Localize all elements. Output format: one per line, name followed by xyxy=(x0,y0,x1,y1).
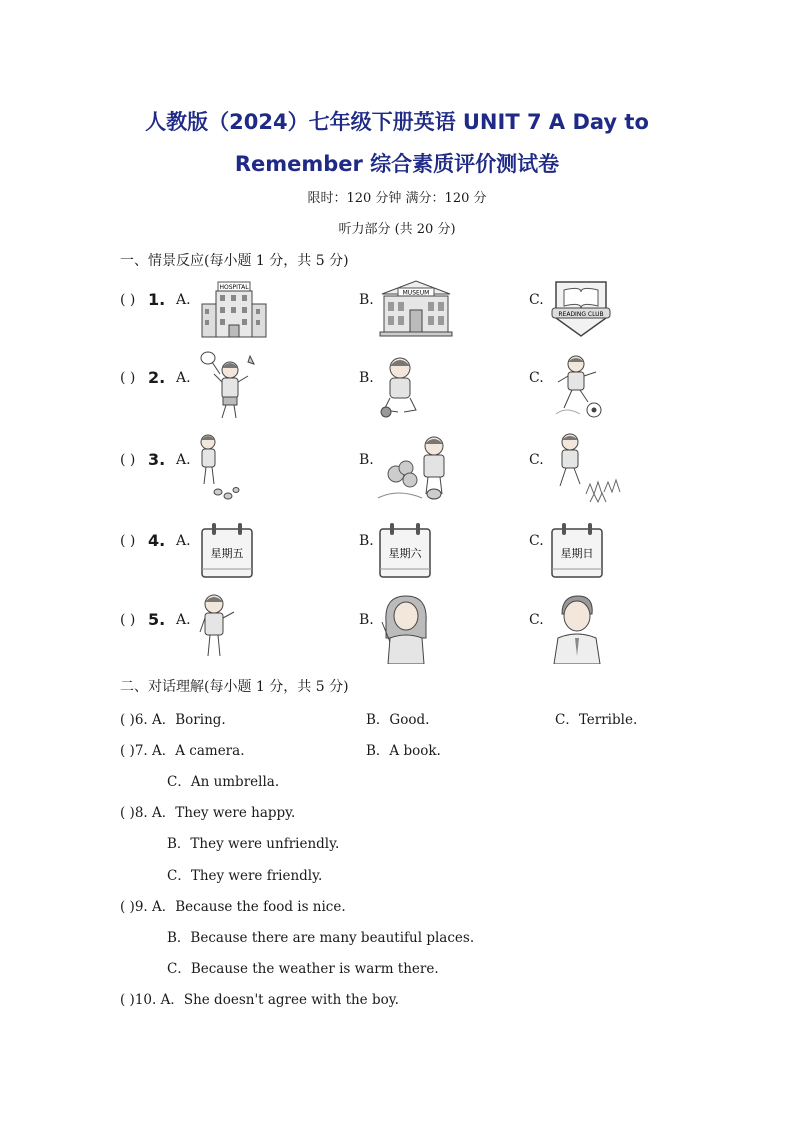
title-line-2: Remember 综合素质评价测试卷 xyxy=(234,152,560,176)
question-number: 5. xyxy=(148,610,166,629)
q6-option-c: C．Terrible. xyxy=(555,712,638,728)
option-b-label: B. xyxy=(359,612,374,628)
q8-option-a: ( )8. A．They were happy. xyxy=(120,805,296,821)
option-c-label: C. xyxy=(529,612,544,628)
answer-blank[interactable]: ( ) xyxy=(120,370,136,386)
calendar-sunday-picture xyxy=(548,519,606,581)
section-1-heading: 一、情景反应(每小题 1 分，共 5 分) xyxy=(120,253,349,269)
q9-option-b: B．Because there are many beautiful places. xyxy=(167,930,475,946)
museum-sign: MUSEUM xyxy=(402,289,430,297)
q7-option-b: B．A book. xyxy=(366,743,441,759)
option-c-label: C. xyxy=(529,370,544,386)
question-number: 1. xyxy=(148,290,166,309)
boy-planting-picture xyxy=(376,432,456,504)
q6-option-a: ( )6. A．Boring. xyxy=(120,712,226,728)
hospital-picture xyxy=(198,278,272,340)
question-number: 4. xyxy=(148,531,166,550)
question-2 xyxy=(120,356,680,426)
q9-option-c: C．Because the weather is warm there. xyxy=(167,961,439,977)
q10-option-a: ( )10. A．She doesn't agree with the boy. xyxy=(120,992,399,1008)
boy-trash-picture xyxy=(196,432,246,502)
boy-football-picture xyxy=(552,352,606,422)
answer-blank[interactable]: ( ) xyxy=(120,452,136,468)
option-a-label: A. xyxy=(176,452,191,468)
question-5 xyxy=(120,598,680,668)
option-b-label: B. xyxy=(359,452,374,468)
title-line-1: 人教版（2024）七年级下册英语 UNIT 7 A Day to xyxy=(145,110,649,134)
q8-option-c: C．They were friendly. xyxy=(167,868,323,884)
hospital-sign: HOSPITAL xyxy=(219,284,249,291)
answer-blank[interactable]: ( ) xyxy=(120,533,136,549)
museum-picture xyxy=(376,278,456,340)
option-b-label: B. xyxy=(359,292,374,308)
calendar-saturday-picture xyxy=(376,519,434,581)
option-b-label: B. xyxy=(359,533,374,549)
option-a-label: A. xyxy=(176,533,191,549)
q8-option-b: B．They were unfriendly. xyxy=(167,836,340,852)
option-a-label: A. xyxy=(176,612,191,628)
answer-blank[interactable]: ( ) xyxy=(120,292,136,308)
question-4 xyxy=(120,519,680,589)
question-3 xyxy=(120,438,680,508)
q7-option-a: ( )7. A．A camera. xyxy=(120,743,245,759)
option-c-label: C. xyxy=(529,533,544,549)
weekday-label: 星期日 xyxy=(560,547,594,560)
exam-meta: 限时：120 分钟 满分：120 分 xyxy=(307,191,487,206)
calendar-friday-picture xyxy=(198,519,256,581)
woman-picture xyxy=(376,592,436,664)
weekday-label: 星期五 xyxy=(210,547,244,560)
question-number: 3. xyxy=(148,450,166,469)
club-sign: READING CLUB xyxy=(558,311,604,318)
question-1 xyxy=(120,278,680,348)
reading-club-picture xyxy=(550,278,612,340)
man-picture xyxy=(550,592,604,664)
q7-option-c: C．An umbrella. xyxy=(167,774,280,790)
option-c-label: C. xyxy=(529,452,544,468)
option-a-label: A. xyxy=(176,292,191,308)
weekday-label: 星期六 xyxy=(388,547,422,560)
boy-badminton-picture xyxy=(196,350,260,422)
listening-heading: 听力部分 (共 20 分) xyxy=(338,222,456,237)
option-c-label: C. xyxy=(529,292,544,308)
q9-option-a: ( )9. A．Because the food is nice. xyxy=(120,899,346,915)
option-a-label: A. xyxy=(176,370,191,386)
boy-sitting-picture xyxy=(378,352,428,422)
boy-waving-picture xyxy=(196,592,246,662)
q6-option-b: B．Good. xyxy=(366,712,430,728)
option-b-label: B. xyxy=(359,370,374,386)
boy-walking-grass-picture xyxy=(550,432,628,504)
answer-blank[interactable]: ( ) xyxy=(120,612,136,628)
section-2-heading: 二、对话理解(每小题 1 分，共 5 分) xyxy=(120,679,349,695)
question-number: 2. xyxy=(148,368,166,387)
